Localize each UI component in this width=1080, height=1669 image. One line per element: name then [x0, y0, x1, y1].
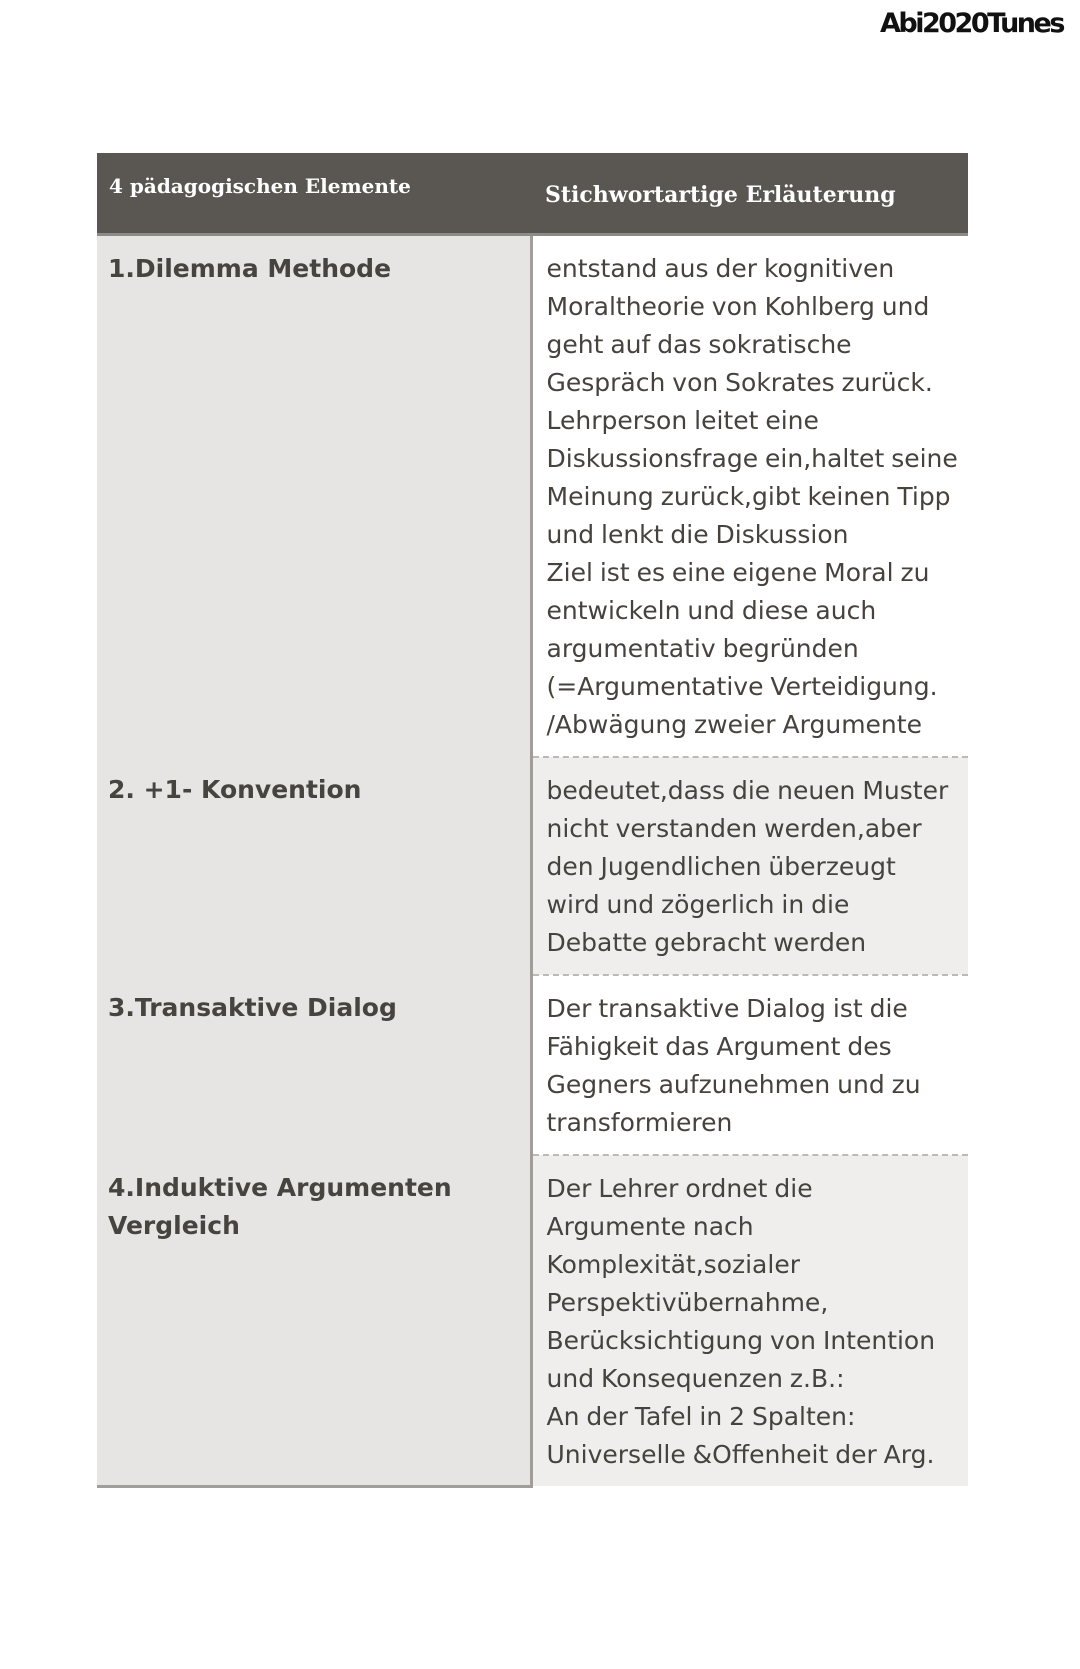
element-term: 3.Transaktive Dialog	[97, 975, 531, 1155]
explanation-line: und Konsequenzen z.B.:	[546, 1364, 845, 1393]
explanation-line: wird und zögerlich in die	[546, 890, 850, 919]
explanation-line: Universelle &Offenheit der Arg.	[546, 1440, 935, 1469]
explanation-line: Lehrperson leitet eine	[546, 406, 819, 435]
explanation-line: Moraltheorie von Kohlberg und	[546, 292, 930, 321]
element-explanation	[531, 1155, 968, 1486]
explanation-line: An der Tafel in 2 Spalten:	[546, 1402, 856, 1431]
explanation-line: Gegners aufzunehmen und zu	[546, 1070, 921, 1099]
explanation-line: Fähigkeit das Argument des	[546, 1032, 892, 1061]
table-row	[97, 235, 968, 758]
explanation-line: Argumente nach	[546, 1212, 754, 1241]
element-explanation	[531, 757, 968, 975]
element-term: 1.Dilemma Methode	[97, 235, 531, 758]
explanation-line: nicht verstanden werden,aber	[546, 814, 922, 843]
explanation-line: geht auf das sokratische	[546, 330, 852, 359]
table-row	[97, 1155, 968, 1486]
table-row	[97, 757, 968, 975]
element-term-line: 4.Induktive Argumenten	[108, 1173, 452, 1202]
table-row	[97, 975, 968, 1155]
explanation-line: und lenkt die Diskussion	[546, 520, 849, 549]
element-term	[97, 1155, 531, 1486]
element-explanation	[531, 975, 968, 1155]
explanation-line: Debatte gebracht werden	[546, 928, 867, 957]
explanation-line: bedeutet,dass die neuen Muster	[546, 776, 949, 805]
explanation-line: entwickeln und diese auch	[546, 596, 877, 625]
explanation-line: Der Lehrer ordnet die	[546, 1174, 813, 1203]
explanation-line: Berücksichtigung von Intention	[546, 1326, 936, 1355]
element-term-line: Vergleich	[108, 1211, 240, 1240]
explanation-line: Meinung zurück,gibt keinen Tipp	[546, 482, 951, 511]
explanation-line: den Jugendlichen überzeugt	[546, 852, 896, 881]
header-explanation: Stichwortartige Erläuterung	[531, 153, 968, 235]
header-elements: 4 pädagogischen Elemente	[97, 153, 531, 235]
handwritten-signature	[878, 2, 1063, 42]
explanation-line: Perspektivübernahme,	[546, 1288, 829, 1317]
element-term: 2. +1- Konvention	[97, 757, 531, 975]
signature-text: Abi2020Tunes	[880, 8, 1063, 39]
element-explanation	[531, 235, 968, 758]
explanation-line: entstand aus der kognitiven	[546, 254, 895, 283]
explanation-line: transformieren	[546, 1108, 733, 1137]
explanation-line: Gespräch von Sokrates zurück.	[546, 368, 933, 397]
explanation-line: Ziel ist es eine eigene Moral zu	[546, 558, 930, 587]
explanation-line: Komplexität,sozialer	[546, 1250, 800, 1279]
explanation-line: argumentativ begründen	[546, 634, 859, 663]
table-header-row	[97, 153, 968, 235]
explanation-line: (=Argumentative Verteidigung.	[546, 672, 938, 701]
explanation-line: Diskussionsfrage ein,haltet seine	[546, 444, 958, 473]
pedagogical-elements-table	[97, 153, 968, 1488]
explanation-line: Der transaktive Dialog ist die	[546, 994, 908, 1023]
explanation-line: /Abwägung zweier Argumente	[546, 710, 922, 739]
